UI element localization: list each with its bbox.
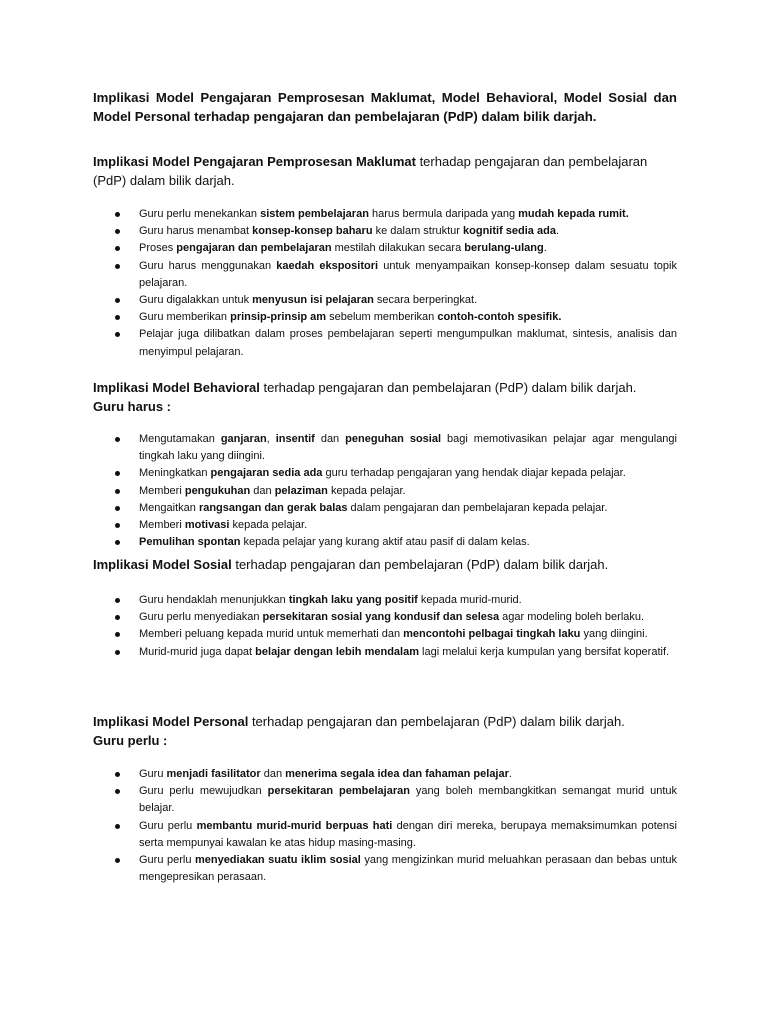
text: dengan diri mereka, berupaya memaksimumkan potensi serta mempunyai kawalan ke atas hidup masing-masing. (139, 819, 677, 849)
bullet-list (93, 431, 677, 551)
bold-text: kognitif sedia ada (463, 225, 556, 238)
list-item (93, 644, 677, 661)
text: dalam pengajaran dan pembelajaran kepada pelajar. (347, 501, 608, 514)
text: Murid-murid juga dapat (139, 645, 256, 658)
section-heading (93, 378, 677, 397)
text: Guru harus menambat (139, 225, 253, 238)
bullet-icon (115, 858, 120, 863)
bullet-icon (115, 789, 120, 794)
text: Guru harus menggunakan (139, 259, 277, 272)
list-item (93, 500, 677, 517)
text: untuk menyampaikan konsep-konsep dalam sesuatu topik pelajaran. (139, 259, 677, 289)
text: Guru hendaklah menunjukkan (139, 594, 289, 606)
text: Guru memberikan (139, 311, 231, 324)
bold-text: belajar dengan lebih mendalam (255, 645, 419, 658)
text: Mengaitkan (139, 501, 199, 514)
bold-text: membantu murid-murid berpuas hati (196, 819, 393, 832)
bullet-icon (115, 523, 120, 528)
section-heading-bold: Implikasi Model Sosial (93, 557, 232, 572)
text: yang mengizinkan murid meluahkan perasaan dan bebas untuk mengepresikan perasaan. (139, 854, 677, 884)
bold-text: pelaziman (274, 484, 328, 497)
bold-text: pengajaran sedia ada (210, 467, 323, 480)
text: sebelum memberikan (326, 311, 438, 324)
bold-text: peneguhan sosial (345, 433, 442, 445)
list-item (93, 534, 677, 551)
bold-text: menyediakan suatu iklim sosial (194, 854, 361, 867)
bold-text: insentif (275, 433, 315, 445)
bold-text: berulang-ulang (464, 242, 544, 255)
text: agar modeling boleh berlaku. (499, 611, 645, 624)
text: kepada pelajar yang kurang aktif atau pasif di dalam kelas. (240, 536, 530, 549)
section-behavioral (93, 378, 677, 549)
text: Memberi peluang kepada murid untuk memerhati dan (139, 628, 404, 641)
text: ke dalam struktur (372, 225, 464, 238)
list-item (93, 483, 677, 500)
text: Proses (139, 242, 177, 255)
bullet-icon (115, 212, 120, 217)
list-item (93, 431, 677, 465)
text: lagi melalui kerja kumpulan yang bersifat koperatif. (419, 645, 670, 658)
text: . (555, 225, 560, 238)
bullet-icon (115, 540, 120, 545)
text: , (266, 433, 276, 445)
text: Guru perlu menekankan (139, 208, 261, 220)
bullet-icon (115, 264, 120, 269)
list-item (93, 240, 677, 257)
bold-text: motivasi (184, 519, 230, 532)
bullet-icon (115, 615, 120, 620)
list-item (93, 326, 677, 360)
bullet-list (93, 206, 677, 361)
section-heading-bold: Implikasi Model Personal (93, 714, 249, 729)
section-heading (93, 712, 677, 731)
bold-text: ganjaran (220, 433, 267, 445)
list-item (93, 592, 677, 609)
text: Guru perlu (139, 819, 197, 832)
bold-text: menerima segala idea dan fahaman pelajar (285, 768, 509, 780)
bold-text: prinsip-prinsip am (230, 311, 327, 324)
bullet-icon (115, 298, 120, 303)
bold-text: mencontohi pelbagai tingkah laku (403, 628, 581, 641)
list-item (93, 626, 677, 643)
bold-text: menyusun isi pelajaran (252, 294, 374, 307)
section-sosial (93, 555, 677, 658)
list-item (93, 783, 677, 817)
bold-text: kaedah ekspositori (276, 259, 379, 272)
bullet-icon (115, 632, 120, 637)
section-subheading: Guru harus : (93, 399, 172, 414)
text: . (543, 242, 547, 255)
text: bagi memotivasikan pelajar agar mengulangi tingkah laku yang diingini. (139, 433, 677, 463)
text: dan (260, 768, 286, 780)
text: Guru perlu mewujudkan (139, 785, 268, 798)
list-item (93, 223, 677, 240)
bullet-icon (115, 471, 120, 476)
bullet-icon (115, 506, 120, 511)
bold-text: tingkah laku yang positif (288, 594, 418, 606)
bold-text: Pemulihan spontan (139, 536, 241, 549)
list-item (93, 818, 677, 852)
list-item (93, 258, 677, 292)
list-item (93, 852, 677, 886)
text: Guru (139, 768, 167, 780)
text: Mengutamakan (139, 433, 221, 445)
section-heading-rest: terhadap pengajaran dan pembelajaran (PdP) dalam bilik darjah. (231, 557, 609, 572)
section-subheading: Guru perlu : (93, 733, 168, 748)
section-heading (93, 555, 677, 574)
text: kepada pelajar. (327, 484, 406, 497)
bold-text: persekitaran sosial yang kondusif dan selesa (262, 611, 500, 624)
bold-text: sistem pembelajaran (260, 208, 369, 220)
list-item (93, 206, 677, 223)
text: dan (250, 484, 275, 497)
section-heading (93, 152, 677, 190)
bullet-icon (115, 332, 120, 337)
text: Guru perlu (139, 854, 195, 867)
text: yang boleh membangkitkan semangat murid untuk belajar. (139, 785, 677, 815)
bullet-icon (115, 437, 120, 442)
bold-text: persekitaran pembelajaran (267, 785, 410, 798)
text: dan (314, 433, 346, 445)
list-item (93, 465, 677, 482)
bullet-icon (115, 229, 120, 234)
bullet-icon (115, 650, 120, 655)
bold-text: pengajaran dan pembelajaran (176, 242, 332, 255)
text: harus bermula daripada yang (368, 208, 519, 220)
bold-text: mudah kepada rumit. (518, 208, 629, 220)
list-item (93, 517, 677, 534)
section-personal (93, 712, 677, 884)
bullet-list (93, 592, 677, 661)
text: Meningkatkan (139, 467, 211, 480)
bold-text: menjadi fasilitator (166, 768, 261, 780)
section-pemprosesan-maklumat (93, 152, 677, 358)
section-heading-bold: Implikasi Model Pengajaran Pemprosesan Maklumat (93, 154, 416, 169)
text: kepada pelajar. (229, 519, 308, 532)
bullet-icon (115, 772, 120, 777)
text: secara berperingkat. (373, 294, 478, 307)
text: kepada murid-murid. (417, 594, 522, 606)
bullet-icon (115, 246, 120, 251)
section-heading-rest: terhadap pengajaran dan pembelajaran (PdP) dalam bilik darjah. (248, 714, 625, 729)
section-heading-rest: terhadap pengajaran dan pembelajaran (PdP) dalam bilik darjah. (93, 154, 648, 188)
text: Guru digalakkan untuk (139, 294, 253, 307)
document-title: Implikasi Model Pengajaran Pemprosesan Maklumat, Model Behavioral, Model Sosial dan Model Personal terhadap pengajaran dan pembelajaran (PdP) dalam bilik darjah. (93, 90, 677, 124)
bold-text: pengukuhan (184, 484, 251, 497)
text: . (508, 768, 512, 780)
bullet-list (93, 766, 677, 886)
text: mestilah dilakukan secara (331, 242, 465, 255)
text: Pelajar juga dilibatkan dalam proses pembelajaran seperti mengumpulkan maklumat, sintesis, analisis dan menyimpul pelajaran. (139, 328, 677, 358)
text: yang diingini. (580, 628, 648, 641)
list-item (93, 609, 677, 626)
bullet-icon (115, 824, 120, 829)
bullet-icon (115, 598, 120, 603)
list-item (93, 292, 677, 309)
bullet-icon (115, 315, 120, 320)
text: Guru perlu menyediakan (139, 611, 263, 624)
text: guru terhadap pengajaran yang hendak diajar kepada pelajar. (322, 467, 626, 480)
text: Memberi (139, 484, 185, 497)
list-item (93, 309, 677, 326)
bold-text: konsep-konsep baharu (252, 225, 373, 238)
bullet-icon (115, 489, 120, 494)
bold-text: rangsangan dan gerak balas (198, 501, 348, 514)
bold-text: contoh-contoh spesifik. (437, 311, 562, 324)
section-heading-bold: Implikasi Model Behavioral (93, 380, 260, 395)
text: Memberi (139, 519, 185, 532)
list-item (93, 766, 677, 783)
section-heading-rest: terhadap pengajaran dan pembelajaran (PdP) dalam bilik darjah. (259, 380, 637, 395)
